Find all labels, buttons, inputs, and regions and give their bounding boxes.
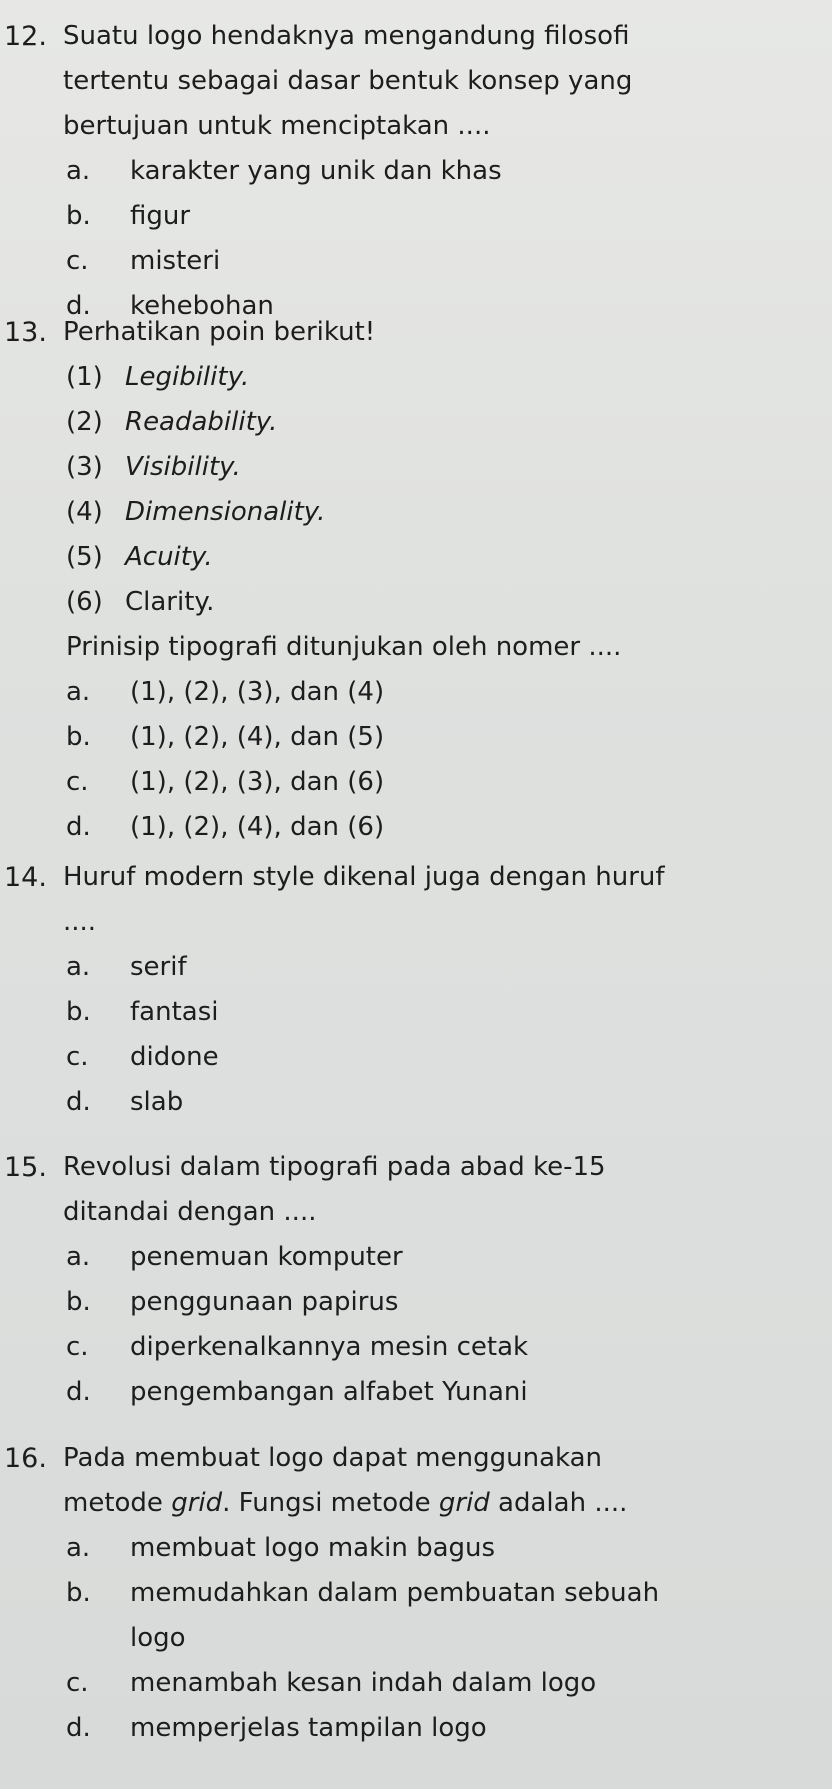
option-d[interactable] bbox=[0, 1706, 832, 1751]
option-label: b. bbox=[66, 1578, 91, 1608]
question-15 bbox=[0, 1145, 832, 1415]
option-label: d. bbox=[66, 291, 91, 321]
option-text: (1), (2), (4), dan (5) bbox=[130, 722, 385, 752]
point-text: Readability. bbox=[125, 407, 278, 437]
option-text: memudahkan dalam pembuatan sebuah bbox=[130, 1578, 660, 1608]
option-text: (1), (2), (3), dan (6) bbox=[130, 767, 385, 797]
point-4 bbox=[0, 490, 832, 535]
option-text: figur bbox=[130, 201, 191, 231]
question-text bbox=[63, 310, 823, 355]
option-d[interactable] bbox=[0, 1080, 832, 1125]
option-b-continued[interactable] bbox=[0, 1616, 832, 1661]
option-c[interactable] bbox=[0, 760, 832, 805]
option-label: d. bbox=[66, 812, 91, 842]
point-5 bbox=[0, 535, 832, 580]
option-b[interactable] bbox=[0, 194, 832, 239]
question-16 bbox=[0, 1436, 832, 1751]
italic-term: grid bbox=[438, 1488, 490, 1518]
text-run: adalah .... bbox=[489, 1488, 628, 1518]
point-text: Clarity. bbox=[125, 587, 215, 617]
option-text: logo bbox=[130, 1623, 186, 1653]
question-number: 16. bbox=[4, 1443, 47, 1474]
option-text: memperjelas tampilan logo bbox=[130, 1713, 487, 1743]
point-6 bbox=[0, 580, 832, 625]
point-label: (1) bbox=[66, 362, 103, 392]
option-text: penggunaan papirus bbox=[130, 1287, 399, 1317]
option-b[interactable] bbox=[0, 1280, 832, 1325]
question-line bbox=[63, 1481, 823, 1526]
point-1 bbox=[0, 355, 832, 400]
option-text: slab bbox=[130, 1087, 184, 1117]
question-line: Pada membuat logo dapat menggunakan bbox=[63, 1443, 603, 1473]
option-text: serif bbox=[130, 952, 187, 982]
option-label: a. bbox=[66, 1533, 91, 1563]
point-2 bbox=[0, 400, 832, 445]
point-label: (2) bbox=[66, 407, 103, 437]
option-label: d. bbox=[66, 1087, 91, 1117]
question-line: Perhatikan poin berikut! bbox=[63, 317, 376, 347]
point-label: (3) bbox=[66, 452, 103, 482]
option-text: menambah kesan indah dalam logo bbox=[130, 1668, 597, 1698]
option-text: membuat logo makin bagus bbox=[130, 1533, 496, 1563]
option-label: c. bbox=[66, 1042, 89, 1072]
option-label: a. bbox=[66, 156, 91, 186]
question-number: 15. bbox=[4, 1152, 47, 1183]
option-a[interactable] bbox=[0, 149, 832, 194]
question-prompt: Prinisip tipografi ditunjukan oleh nomer .... bbox=[66, 632, 622, 662]
option-text: misteri bbox=[130, 246, 221, 276]
point-3 bbox=[0, 445, 832, 490]
option-d[interactable] bbox=[0, 1370, 832, 1415]
option-text: diperkenalkannya mesin cetak bbox=[130, 1332, 529, 1362]
option-text: (1), (2), (4), dan (6) bbox=[130, 812, 385, 842]
option-d[interactable] bbox=[0, 805, 832, 850]
question-text bbox=[63, 14, 823, 149]
option-text: didone bbox=[130, 1042, 219, 1072]
option-text: fantasi bbox=[130, 997, 219, 1027]
point-text: Dimensionality. bbox=[125, 497, 326, 527]
option-label: b. bbox=[66, 997, 91, 1027]
question-line: ditandai dengan .... bbox=[63, 1197, 317, 1227]
question-text bbox=[63, 1436, 823, 1526]
question-13 bbox=[0, 310, 832, 850]
question-text bbox=[63, 855, 823, 945]
option-label: b. bbox=[66, 1287, 91, 1317]
text-run: metode bbox=[63, 1488, 172, 1518]
option-b[interactable] bbox=[0, 990, 832, 1035]
question-14 bbox=[0, 855, 832, 1125]
question-line: Huruf modern style dikenal juga dengan huruf bbox=[63, 862, 665, 892]
question-line: Revolusi dalam tipografi pada abad ke-15 bbox=[63, 1152, 606, 1182]
option-label: d. bbox=[66, 1713, 91, 1743]
option-b[interactable] bbox=[0, 1571, 832, 1616]
question-line: bertujuan untuk menciptakan .... bbox=[63, 111, 491, 141]
option-a[interactable] bbox=[0, 670, 832, 715]
point-label: (4) bbox=[66, 497, 103, 527]
option-label: c. bbox=[66, 1668, 89, 1698]
point-text: Legibility. bbox=[125, 362, 250, 392]
option-c[interactable] bbox=[0, 1035, 832, 1080]
option-label: a. bbox=[66, 1242, 91, 1272]
option-label: d. bbox=[66, 1377, 91, 1407]
question-number: 14. bbox=[4, 862, 47, 893]
point-label: (5) bbox=[66, 542, 103, 572]
option-a[interactable] bbox=[0, 1526, 832, 1571]
question-number: 13. bbox=[4, 317, 47, 348]
option-label: b. bbox=[66, 722, 91, 752]
option-label: a. bbox=[66, 677, 91, 707]
point-label: (6) bbox=[66, 587, 103, 617]
option-text: penemuan komputer bbox=[130, 1242, 403, 1272]
option-text: pengembangan alfabet Yunani bbox=[130, 1377, 528, 1407]
question-12 bbox=[0, 14, 832, 329]
question-number: 12. bbox=[4, 21, 47, 52]
question-line: .... bbox=[63, 907, 97, 937]
option-text: karakter yang unik dan khas bbox=[130, 156, 502, 186]
question-line: tertentu sebagai dasar bentuk konsep yang bbox=[63, 66, 633, 96]
option-c[interactable] bbox=[0, 1661, 832, 1706]
point-text: Acuity. bbox=[125, 542, 213, 572]
option-label: b. bbox=[66, 201, 91, 231]
option-text: kehebohan bbox=[130, 291, 274, 321]
option-c[interactable] bbox=[0, 239, 832, 284]
option-text: (1), (2), (3), dan (4) bbox=[130, 677, 385, 707]
option-b[interactable] bbox=[0, 715, 832, 760]
option-c[interactable] bbox=[0, 1325, 832, 1370]
point-text: Visibility. bbox=[125, 452, 241, 482]
text-run: . Fungsi metode bbox=[222, 1488, 439, 1518]
option-a[interactable] bbox=[0, 945, 832, 990]
option-label: c. bbox=[66, 246, 89, 276]
option-label: c. bbox=[66, 1332, 89, 1362]
option-a[interactable] bbox=[0, 1235, 832, 1280]
italic-term: grid bbox=[171, 1488, 223, 1518]
question-text bbox=[63, 1145, 823, 1235]
option-label: a. bbox=[66, 952, 91, 982]
option-label: c. bbox=[66, 767, 89, 797]
question-line: Suatu logo hendaknya mengandung filosofi bbox=[63, 21, 630, 51]
